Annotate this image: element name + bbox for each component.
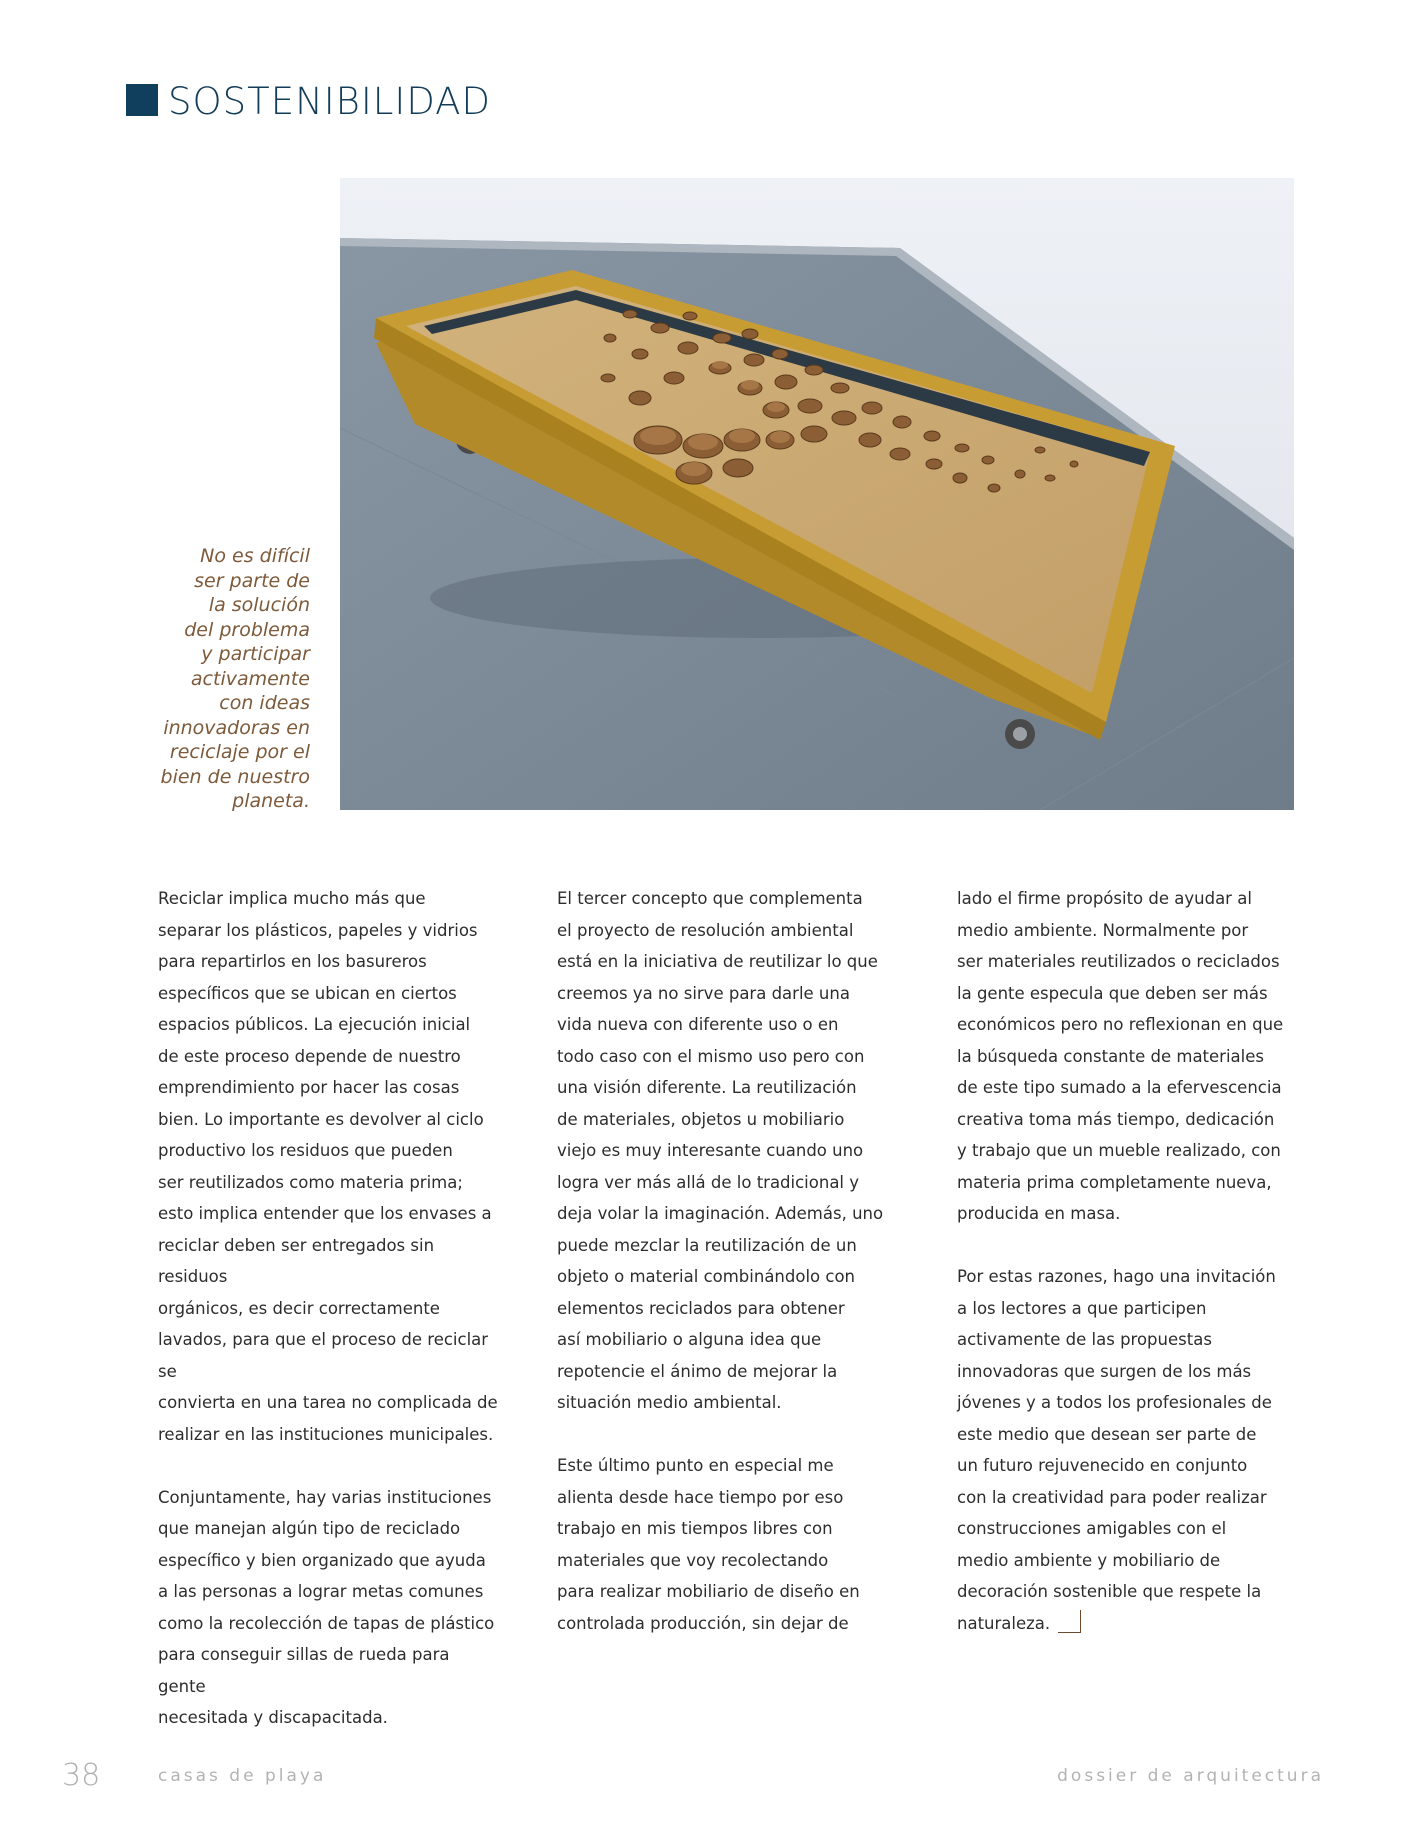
- end-of-article-mark: [1058, 1610, 1081, 1633]
- magazine-name: casas de playa: [158, 1766, 327, 1786]
- page-footer: [0, 1758, 1417, 1793]
- body-paragraph: Reciclar implica mucho más que separar los plásticos, papeles y vidrios para repartirlos en los basureros específicos que se ubican en ciertos espacios públicos. La ejecución inicial de este proceso depende de nuestro emprendimiento por hacer las cosas bien. Lo importante es devolver al ciclo productivo los residuos que pueden ser reutilizados como materia prima; esto implica entender que los envases a reciclar deben ser entregados sin residuos orgánicos, es decir correctamente lavados, para que el proceso de reciclar se convierta en una tarea no complicada de realizar en las instituciones municipales.: [158, 889, 498, 1444]
- footer-section-name: dossier de arquitectura: [1057, 1766, 1324, 1786]
- pull-quote: [150, 544, 310, 814]
- article-photo: [340, 178, 1294, 810]
- section-marker-square: [126, 84, 158, 116]
- body-paragraph: El tercer concepto que complementa el proyecto de resolución ambiental está en la iniciativa de reutilizar lo que creemos ya no sirve para darle una vida nueva con diferente uso o en todo caso con el mismo uso pero con una visión diferente. La reutilización de materiales, objetos u mobiliario viejo es muy interesante cuando uno logra ver más allá de lo tradicional y deja volar la imaginación. Además, uno puede mezclar la reutilización de un objeto o material combinándolo con elementos reciclados para obtener así mobiliario o alguna idea que repotencie el ánimo de mejorar la situación medio ambiental.: [557, 889, 884, 1412]
- pull-quote-text: No es difícil ser parte de la solución del problema y participar activamente con ideas innovadoras en reciclaje por el bien de nuestro planeta.: [160, 545, 310, 812]
- section-title: SOSTENIBILIDAD: [168, 80, 491, 123]
- article-column-3: [957, 883, 1297, 1671]
- article-column-2: [557, 883, 897, 1671]
- body-paragraph-text: Por estas razones, hago una invitación a los lectores a que participen activamente de las propuestas innovadoras que surgen de los más jóvenes y a todos los profesionales de este medio que desean ser parte de un futuro rejuvenecido en conjunto con la creatividad para poder realizar construcciones amigables con el medio ambiente y mobiliario de decoración sostenible que respete la naturaleza.: [957, 1267, 1276, 1633]
- section-header: [126, 82, 626, 122]
- body-paragraph: Este último punto en especial me alienta desde hace tiempo por eso trabajo en mis tiempos libres con materiales que voy recolectando para realizar mobiliario de diseño en controlada producción, sin dejar de: [557, 1456, 860, 1633]
- article-column-1: [158, 883, 498, 1765]
- page-number: 38: [62, 1758, 101, 1793]
- body-paragraph: lado el firme propósito de ayudar al medio ambiente. Normalmente por ser materiales reutilizados o reciclados la gente especula que deben ser más económicos pero no reflexionan en que la búsqueda constante de materiales de este tipo sumado a la efervescencia creativa toma más tiempo, dedicación y trabajo que un mueble realizado, con materia prima completamente nueva, producida en masa.: [957, 889, 1284, 1223]
- body-paragraph-final: [957, 1261, 1297, 1639]
- body-paragraph: Conjuntamente, hay varias instituciones que manejan algún tipo de reciclado específico y bien organizado que ayuda a las personas a lograr metas comunes como la recolección de tapas de plástico para conseguir sillas de rueda para gente necesitada y discapacitada.: [158, 1487, 495, 1727]
